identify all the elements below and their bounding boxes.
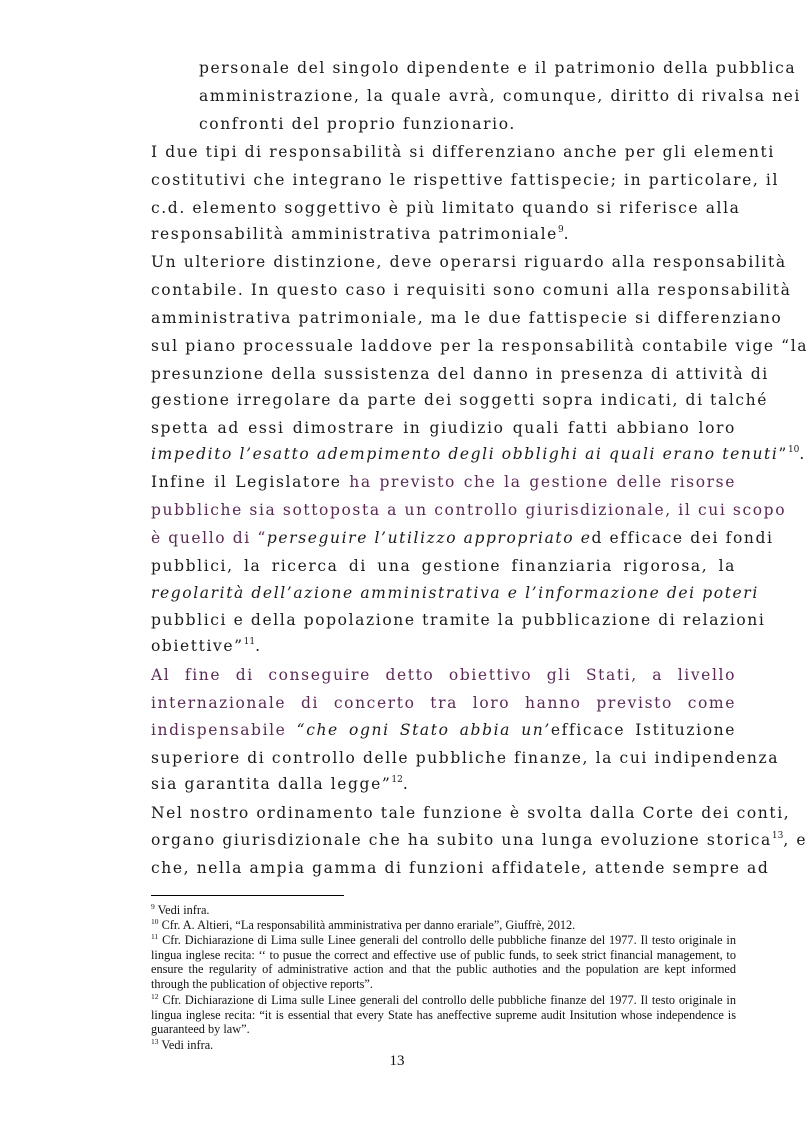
footnote-ref: 11 — [243, 637, 256, 647]
body-line: sia garantita dalla legge”$^{12}$. — [151, 775, 410, 793]
body-line: presunzione della sussistenza del danno in presenza di attività di — [151, 365, 769, 383]
footnote-11: $^{11}$ Cfr. Dichiarazione di Lima sulle Linee generali del controllo delle pubbliche finanze del 1977. Il testo originale in lingua inglese recita: ‘‘ to pusue the correct and effective use of public funds, to seek strict financial management, to ensure the regularity of administrative action and that the public authoties and the population are kept informed through the publication of objective reports”. — [151, 932, 736, 991]
footnote-13: $^{13}$ Vedi infra. — [151, 1037, 214, 1052]
body-line: regolarità dell’azione amministrativa e l’informazione dei poteri — [151, 584, 759, 602]
body-line: obiettive”$^{11}$. — [151, 637, 262, 655]
body-line: gestione irregolare da parte dei soggetti sopra indicati, di talché — [151, 391, 769, 409]
body-line: c.d. elemento soggettivo è più limitato quando si riferisce alla — [151, 199, 741, 217]
body-line: I due tipi di responsabilità si differenziano anche per gli elementi — [151, 143, 775, 161]
footnote-12: $^{12}$ Cfr. Dichiarazione di Lima sulle Linee generali del controllo delle pubbliche finanze del 1977. Il testo originale in lingua inglese recita: “it is essential that every State has aneffective supreme audit Insitution whose independence is guaranteed by law”. — [151, 992, 736, 1036]
footnote-ref: 10 — [787, 445, 800, 455]
body-line: Un ulteriore distinzione, deve operarsi riguardo alla responsabilità — [151, 253, 787, 271]
footnote-separator — [151, 895, 344, 896]
body-line: superiore di controllo delle pubbliche finanze, la cui indipendenza — [151, 749, 780, 767]
body-line: confronti del proprio funzionario. — [199, 115, 516, 133]
page-number: 13 — [389, 1053, 405, 1069]
body-line: spetta ad essi dimostrare in giudizio quali fatti abbiano loro — [151, 419, 736, 437]
body-line: organo giurisdizionale che ha subito una lunga evoluzione storica$^{13}$, e — [151, 831, 808, 849]
footnote-ref: 12 — [391, 775, 403, 785]
footnote-ref: 13 — [771, 831, 784, 841]
body-line: costitutivi che integrano le rispettive fattispecie; in particolare, il — [151, 171, 780, 189]
body-line: impedito l’esatto adempimento degli obblighi ai quali erano tenuti”$^{10}$. — [151, 445, 806, 463]
body-line: amministrativa patrimoniale, ma le due fattispecie si differenziano — [151, 309, 783, 327]
footnote-ref: 9 — [557, 225, 564, 235]
body-line: pubblici, la ricerca di una gestione finanziaria rigorosa, la — [151, 557, 736, 575]
body-line: sul piano processuale laddove per la responsabilità contabile vige “la — [151, 337, 808, 355]
body-line: pubbliche sia sottoposta a un controllo giurisdizionale, il cui scopo — [151, 501, 787, 519]
body-line: che, nella ampia gamma di funzioni affidatele, attende sempre ad — [151, 859, 770, 877]
body-line: indispensabile “che ogni Stato abbia un’efficace Istituzione — [151, 721, 736, 739]
footnote-10: $^{10}$ Cfr. A. Altieri, “La responsabilità amministrativa per danno erariale”, Giuffrè, 2012. — [151, 917, 576, 932]
body-line: Al fine di conseguire detto obiettivo gli Stati, a livello — [151, 666, 736, 684]
body-line: è quello di “perseguire l’utilizzo appropriato ed efficace dei fondi — [151, 529, 774, 547]
body-line: internazionale di concerto tra loro hanno previsto come — [151, 694, 736, 712]
body-line: Nel nostro ordinamento tale funzione è svolta dalla Corte dei conti, — [151, 804, 791, 822]
footnote-9: $^9$ Vedi infra. — [151, 902, 210, 917]
body-line: personale del singolo dipendente e il patrimonio della pubblica — [199, 59, 797, 77]
body-line: contabile. In questo caso i requisiti sono comuni alla responsabilità — [151, 281, 792, 299]
body-line: pubblici e della popolazione tramite la pubblicazione di relazioni — [151, 611, 766, 629]
body-line: responsabilità amministrativa patrimoniale$^9$. — [151, 225, 571, 243]
body-line: amministrazione, la quale avrà, comunque, diritto di rivalsa nei — [199, 87, 801, 105]
body-line: Infine il Legislatore ha previsto che la gestione delle risorse — [151, 473, 736, 491]
